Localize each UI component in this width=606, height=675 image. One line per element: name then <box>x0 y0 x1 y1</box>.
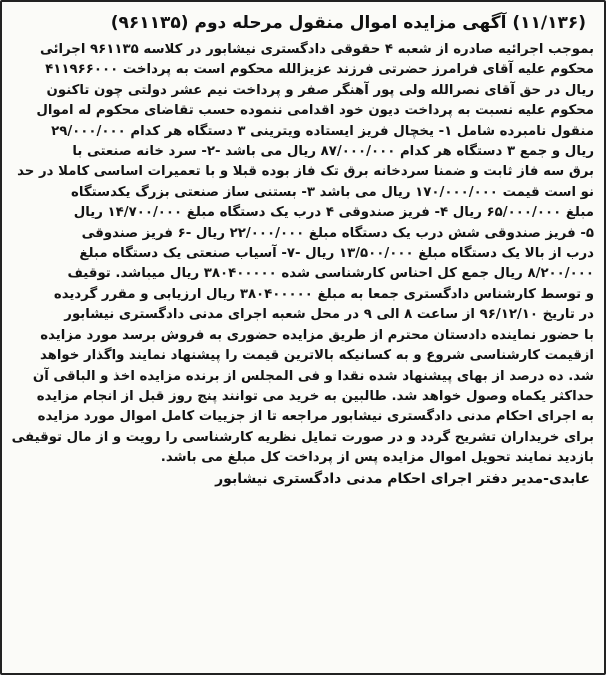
title-row <box>10 6 596 40</box>
body-line: و توسط کارشناس دادگستری جمعا به مبلغ ۳۸۰۴۰۰۰۰۰ ریال ارزیابی و مقرر گردیده <box>53 286 594 302</box>
body-line: محکوم علیه آقای فرامرز حضرتی فرزند عزیزالله محکوم است به پرداخت ۴۱۱۹۶۶۰۰۰ <box>45 62 594 78</box>
body-line: برق سه فاز ثابت و ضمنا سردخانه برق تک فاز بوده قبلا و با تعمیرات اساسی کاملا در حد <box>17 164 594 180</box>
notice-body <box>10 40 596 469</box>
body-line: درب از بالا یک دستگاه مبلغ ۱۳/۵۰۰/۰۰۰ ریال -۷- آسیاب صنعتی یک دستگاه مبلغ <box>79 246 594 262</box>
signature-line: عابدی-مدیر دفتر اجرای احکام مدنی دادگستری نیشابور <box>215 470 590 487</box>
body-line: بموجب اجرائیه صادره از شعبه ۴ حقوقی دادگستری نیشابور در کلاسه ۹۶۱۱۳۵ اجرائی <box>40 42 594 57</box>
body-line: ۵- فریز صندوقی شش درب یک دستگاه مبلغ ۲۲/۰۰۰/۰۰۰ ریال -۶ فریز صندوقی <box>81 225 594 241</box>
body-line: ریال در حق آقای نصرالله ولی پور آهنگر صفر و پرداخت نیم عشر دولتی چون تاکنون <box>46 82 594 98</box>
body-line: ۸/۲۰۰/۰۰۰ ریال جمع کل احناس کارشناسی شده ۳۸۰۴۰۰۰۰۰ ریال میباشد. توقیف <box>67 266 594 282</box>
body-line: شد. ده درصد از بهای پیشنهاد شده نقدا و فی المجلس از برنده مزایده اخذ و الباقی آن <box>32 368 594 384</box>
body-line: حداکثر یکماه وصول خواهد شد. طالبین به خرید می توانند پنج روز قبل از انجام مزایده <box>36 388 594 404</box>
body-line: با حضور نماینده دادستان محترم از طریق مزایده حضوری به فروش برسد مورد مزایده <box>40 327 594 343</box>
body-line: ریال و جمع ۳ دستگاه هر کدام ۸۷/۰۰۰/۰۰۰ ریال می باشد -۲- سرد خانه صنعتی با <box>72 144 594 160</box>
body-line: ازقیمت کارشناسی شروع و به کسانیکه بالاترین قیمت را پیشنهاد نمایند واگذار خواهد <box>39 348 594 364</box>
body-line: به اجرای احکام مدنی دادگستری نیشابور مراجعه تا از جزییات کامل اموال مورد مزایده <box>37 409 594 425</box>
body-line: مبلغ ۶۵/۰۰۰/۰۰۰ ریال ۴- فریز صندوقی ۴ درب یک دستگاه مبلغ ۱۴/۷۰۰/۰۰۰ ریال <box>73 205 594 221</box>
notice-title: (۱۱/۱۳۶) آگهی مزایده اموال منقول مرحله دوم (۹۶۱۱۳۵) <box>110 13 586 33</box>
body-line: نو است قیمت ۱۷۰/۰۰۰/۰۰۰ ریال می باشد ۳- بستنی ساز صنعتی بزرگ یکدستگاه <box>71 184 594 200</box>
body-line: منقول نامبرده شامل ۱- یخچال فریز ایستاده ویترینی ۳ دستگاه هر کدام ۲۹/۰۰۰/۰۰۰ <box>51 123 594 139</box>
body-line: برای خریداران تشریح گردد و در صورت تمایل نظریه کارشناسی را رویت و از مال توقیفی <box>12 429 594 445</box>
body-line: محکوم علیه نسبت به پرداخت دیون خود اقدامی ننموده حسب تقاضای محکوم له اموال <box>36 103 594 119</box>
body-line: در تاریخ ۹۶/۱۲/۱۰ از ساعت ۸ الی ۹ در محل شعبه اجرای مدنی دادگستری نیشابور <box>64 307 594 323</box>
body-line: بازدید نمایند تحویل اموال مزایده پس از پرداخت کل مبلغ می باشد. <box>160 450 594 466</box>
